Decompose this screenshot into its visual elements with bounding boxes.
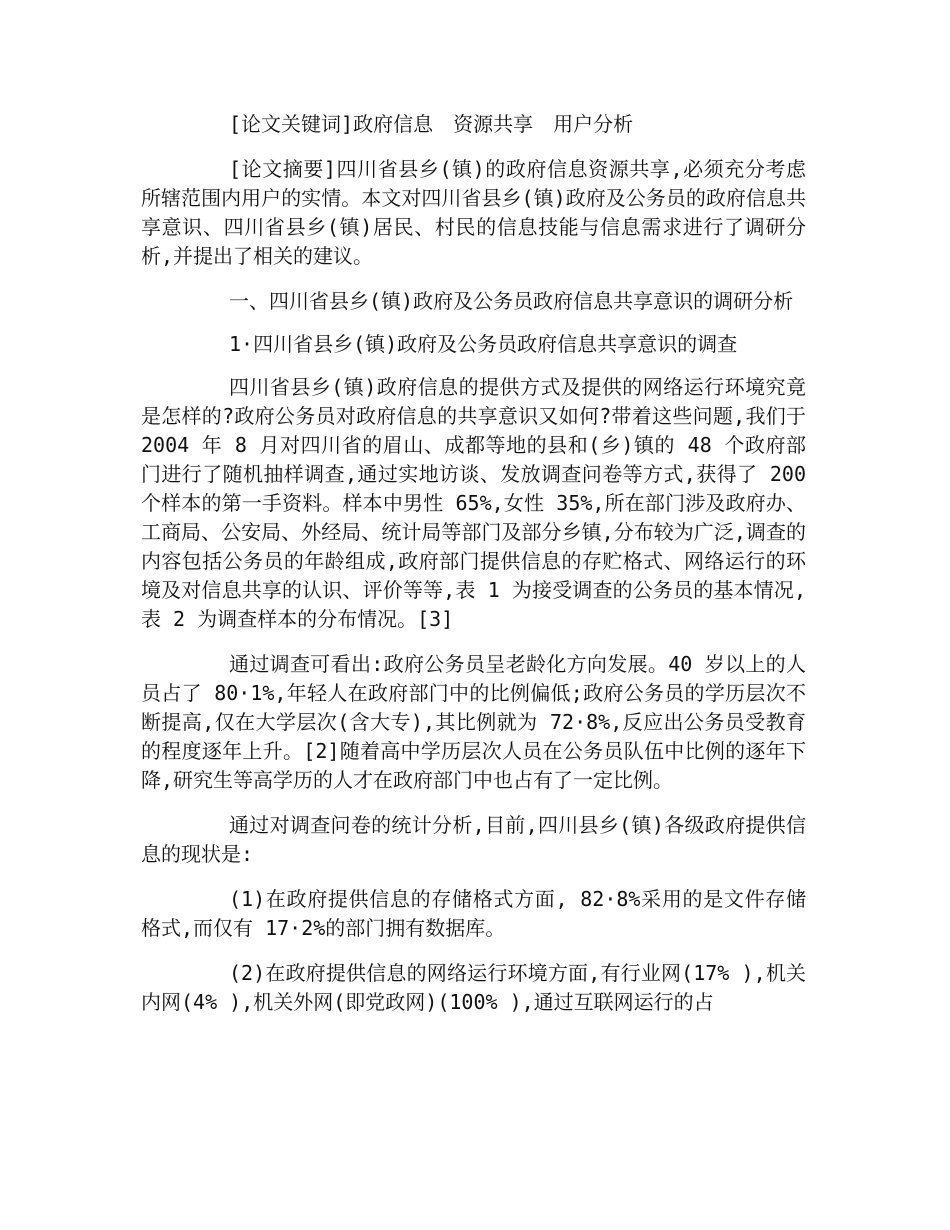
keywords-paragraph: [论文关键词]政府信息 资源共享 用户分析 [229,112,634,136]
list-item-storage-format: (1)在政府提供信息的存储格式方面, 82·8%采用的是文件存储格式,而仅有 17·2%的部门拥有数据库。 [141,887,806,940]
body-paragraph-status-intro: 通过对调查问卷的统计分析,目前,四川县乡(镇)各级政府提供信息的现状是: [141,813,806,866]
list-item-network-environment: (2)在政府提供信息的网络运行环境方面,有行业网(17% ),机关内网(4% ),机关外网(即党政网)(100% ),通过互联网运行的占 [141,961,806,1014]
abstract-paragraph: [论文摘要]四川省县乡(镇)的政府信息资源共享,必须充分考虑所辖范围内用户的实情。本文对四川省县乡(镇)政府及公务员的政府信息共享意识、四川省县乡(镇)居民、村民的信息技能与信息需求进行了调研分析,并提出了相关的建议。 [141,157,806,268]
section-heading: 一、四川省县乡(镇)政府及公务员政府信息共享意识的调研分析 [229,289,794,313]
body-paragraph-findings: 通过调查可看出:政府公务员呈老龄化方向发展。40 岁以上的人员占了 80·1%,年轻人在政府部门中的比例偏低;政府公务员的学历层次不断提高,仅在大学层次(含大专),其比例就为 72·8%,反应出公务员受教育的程度逐年上升。[2]随着高中学历层次人员在公务员队伍中比例的逐年下降,研究生等高学历的人才在政府部门中也占有了一定比例。 [141,652,806,792]
body-paragraph-survey: 四川省县乡(镇)政府信息的提供方式及提供的网络运行环境究竟是怎样的?政府公务员对政府信息的共享意识又如何?带着这些问题,我们于 2004 年 8 月对四川省的眉山、成都等地的县和(乡)镇的 48 个政府部门进行了随机抽样调查,通过实地访谈、发放调查问卷等方式,获得了 200 个样本的第一手资料。样本中男性 65%,女性 35%,所在部门涉及政府办、工商局、公安局、外经局、统计局等部门及部分乡镇,分布较为广泛,调查的内容包括公务员的年龄组成,政府部门提供信息的存贮格式、网络运行的环境及对信息共享的认识、评价等等,表 1 为接受调查的公务员的基本情况,表 2 为调查样本的分布情况。[3] [141,375,806,631]
document-page [141,110,806,1033]
subsection-heading: 1·四川省县乡(镇)政府及公务员政府信息共享意识的调查 [229,332,738,356]
